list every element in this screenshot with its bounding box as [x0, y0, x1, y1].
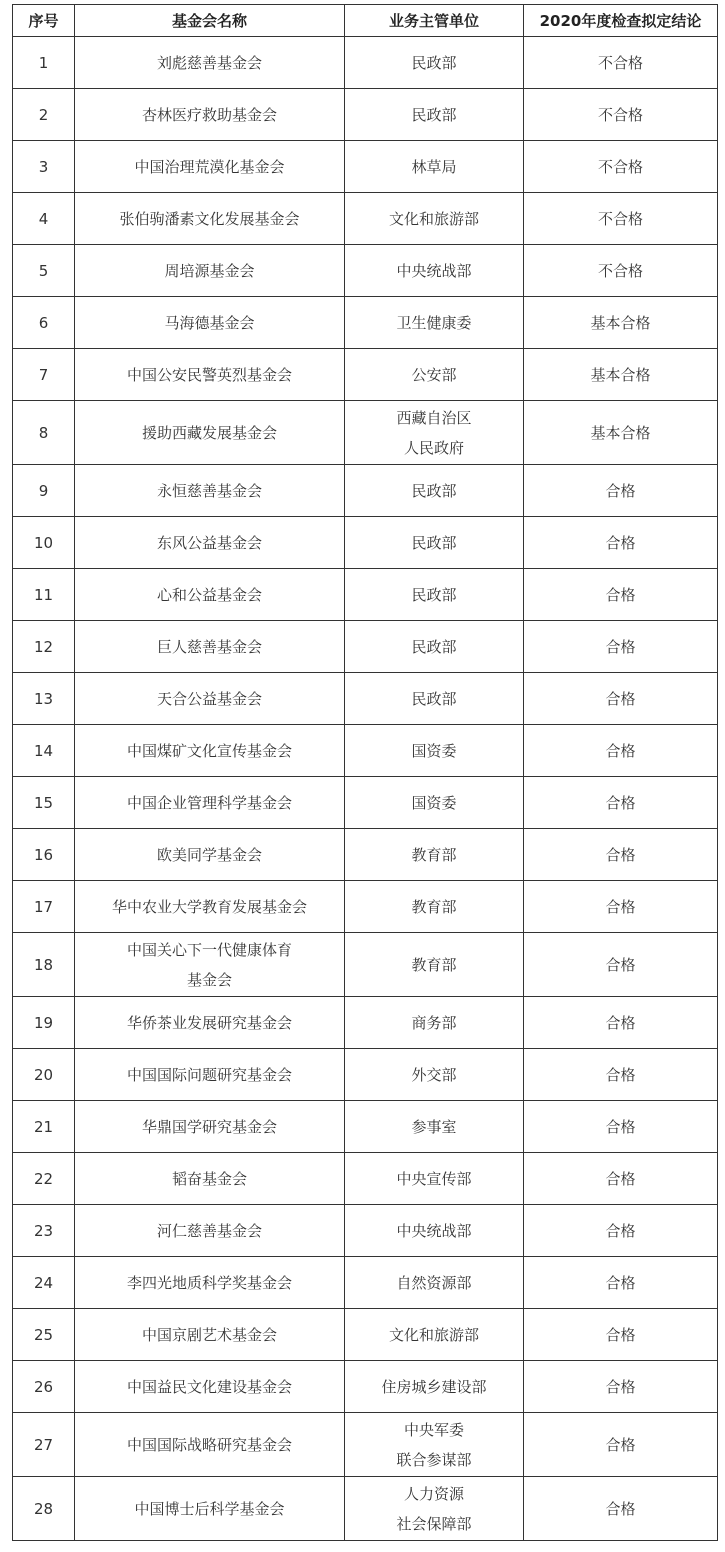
supervising-unit-line: 人民政府	[403, 438, 464, 457]
foundation-name	[75, 1309, 345, 1361]
table-row	[13, 1309, 718, 1361]
inspection-conclusion: 基本合格	[524, 401, 718, 465]
foundation-name-line: 中国治理荒漠化基金会	[134, 157, 285, 176]
foundation-name	[75, 997, 345, 1049]
table-row	[13, 245, 718, 297]
supervising-unit-line: 林草局	[411, 157, 457, 176]
supervising-unit-line: 联合参谋部	[396, 1450, 472, 1469]
foundation-name-line: 中国公安民警英烈基金会	[126, 365, 292, 384]
foundation-name-line: 河仁慈善基金会	[156, 1221, 262, 1240]
foundation-name	[75, 193, 345, 245]
row-index: 13	[13, 673, 75, 725]
supervising-unit-line: 商务部	[411, 1013, 457, 1032]
row-index: 3	[13, 141, 75, 193]
row-index: 2	[13, 89, 75, 141]
supervising-unit	[345, 569, 524, 621]
supervising-unit	[345, 933, 524, 997]
supervising-unit-line: 参事室	[411, 1117, 457, 1136]
supervising-unit-line: 教育部	[411, 955, 457, 974]
foundation-name-line: 中国关心下一代健康体育	[126, 940, 292, 959]
row-index: 16	[13, 829, 75, 881]
inspection-conclusion: 合格	[524, 1413, 718, 1477]
table-row	[13, 881, 718, 933]
inspection-conclusion: 合格	[524, 1153, 718, 1205]
inspection-conclusion: 基本合格	[524, 297, 718, 349]
foundation-name-line: 中国博士后科学基金会	[134, 1499, 285, 1518]
inspection-conclusion: 合格	[524, 465, 718, 517]
inspection-conclusion: 合格	[524, 569, 718, 621]
row-index: 8	[13, 401, 75, 465]
supervising-unit	[345, 297, 524, 349]
supervising-unit	[345, 1205, 524, 1257]
row-index: 14	[13, 725, 75, 777]
foundation-name-line: 中国国际问题研究基金会	[126, 1065, 292, 1084]
row-index: 1	[13, 37, 75, 89]
row-index: 12	[13, 621, 75, 673]
foundation-name-line: 中国煤矿文化宣传基金会	[126, 741, 292, 760]
foundation-name	[75, 569, 345, 621]
inspection-conclusion: 合格	[524, 1205, 718, 1257]
inspection-conclusion: 不合格	[524, 89, 718, 141]
foundation-name-line: 中国京剧艺术基金会	[141, 1325, 277, 1344]
foundation-name	[75, 401, 345, 465]
supervising-unit-line: 文化和旅游部	[388, 209, 479, 228]
row-index: 26	[13, 1361, 75, 1413]
foundation-name	[75, 349, 345, 401]
table-row	[13, 997, 718, 1049]
supervising-unit	[345, 829, 524, 881]
supervising-unit-line: 国资委	[411, 741, 457, 760]
foundation-name	[75, 89, 345, 141]
supervising-unit-line: 社会保障部	[396, 1514, 472, 1533]
supervising-unit-line: 民政部	[411, 689, 457, 708]
foundation-name-line: 韬奋基金会	[171, 1169, 247, 1188]
row-index: 15	[13, 777, 75, 829]
table-row	[13, 37, 718, 89]
table-row	[13, 829, 718, 881]
inspection-conclusion: 合格	[524, 829, 718, 881]
foundation-name-line: 基金会	[186, 970, 232, 989]
table-row	[13, 1257, 718, 1309]
table-row	[13, 1205, 718, 1257]
foundation-name	[75, 297, 345, 349]
supervising-unit	[345, 349, 524, 401]
row-index: 22	[13, 1153, 75, 1205]
supervising-unit-line: 民政部	[411, 105, 457, 124]
supervising-unit	[345, 725, 524, 777]
foundation-name-line: 华鼎国学研究基金会	[141, 1117, 277, 1136]
inspection-conclusion: 合格	[524, 777, 718, 829]
table-row	[13, 1413, 718, 1477]
supervising-unit-line: 住房城乡建设部	[381, 1377, 487, 1396]
supervising-unit-line: 公安部	[411, 365, 457, 384]
inspection-conclusion: 合格	[524, 933, 718, 997]
supervising-unit	[345, 1257, 524, 1309]
table-row	[13, 569, 718, 621]
table-row	[13, 725, 718, 777]
foundation-name	[75, 621, 345, 673]
foundation-name	[75, 881, 345, 933]
inspection-conclusion: 合格	[524, 725, 718, 777]
foundation-name	[75, 933, 345, 997]
supervising-unit-line: 民政部	[411, 585, 457, 604]
foundation-name-line: 援助西藏发展基金会	[141, 423, 277, 442]
supervising-unit	[345, 517, 524, 569]
supervising-unit	[345, 193, 524, 245]
foundation-name	[75, 37, 345, 89]
foundation-name-line: 中国国际战略研究基金会	[126, 1435, 292, 1454]
foundation-name	[75, 465, 345, 517]
foundation-name	[75, 1477, 345, 1541]
inspection-conclusion: 合格	[524, 1477, 718, 1541]
inspection-conclusion: 合格	[524, 1309, 718, 1361]
foundation-name-line: 天合公益基金会	[156, 689, 262, 708]
foundation-name	[75, 141, 345, 193]
foundation-name	[75, 1101, 345, 1153]
inspection-conclusion: 不合格	[524, 141, 718, 193]
table-row	[13, 777, 718, 829]
foundation-name-line: 华侨茶业发展研究基金会	[126, 1013, 292, 1032]
supervising-unit-line: 人力资源	[403, 1484, 464, 1503]
supervising-unit	[345, 621, 524, 673]
supervising-unit	[345, 997, 524, 1049]
supervising-unit-line: 国资委	[411, 793, 457, 812]
foundation-name-line: 杏林医疗救助基金会	[141, 105, 277, 124]
supervising-unit-line: 卫生健康委	[396, 313, 472, 332]
supervising-unit	[345, 1477, 524, 1541]
table-row	[13, 1101, 718, 1153]
row-index: 7	[13, 349, 75, 401]
supervising-unit	[345, 89, 524, 141]
foundation-name	[75, 1049, 345, 1101]
table-row	[13, 673, 718, 725]
foundation-name-line: 李四光地质科学奖基金会	[126, 1273, 292, 1292]
row-index: 4	[13, 193, 75, 245]
inspection-conclusion: 合格	[524, 621, 718, 673]
supervising-unit	[345, 1309, 524, 1361]
table-row	[13, 465, 718, 517]
table-row	[13, 621, 718, 673]
header-row	[13, 5, 718, 37]
row-index: 17	[13, 881, 75, 933]
supervising-unit-line: 中央统战部	[396, 261, 472, 280]
row-index: 6	[13, 297, 75, 349]
foundation-name	[75, 1257, 345, 1309]
inspection-conclusion: 不合格	[524, 37, 718, 89]
header-foundation-name: 基金会名称	[75, 5, 345, 37]
foundation-name	[75, 829, 345, 881]
foundation-name-line: 中国益民文化建设基金会	[126, 1377, 292, 1396]
row-index: 18	[13, 933, 75, 997]
supervising-unit	[345, 37, 524, 89]
inspection-conclusion: 基本合格	[524, 349, 718, 401]
header-index: 序号	[13, 5, 75, 37]
supervising-unit-line: 中央军委	[403, 1420, 464, 1439]
table-row	[13, 401, 718, 465]
row-index: 5	[13, 245, 75, 297]
supervising-unit	[345, 1101, 524, 1153]
supervising-unit-line: 自然资源部	[396, 1273, 472, 1292]
supervising-unit-line: 教育部	[411, 845, 457, 864]
supervising-unit-line: 民政部	[411, 53, 457, 72]
foundation-name-line: 欧美同学基金会	[156, 845, 262, 864]
foundation-name-line: 东风公益基金会	[156, 533, 262, 552]
row-index: 24	[13, 1257, 75, 1309]
foundation-name	[75, 517, 345, 569]
foundation-name	[75, 725, 345, 777]
foundation-name	[75, 1413, 345, 1477]
inspection-conclusion: 合格	[524, 1101, 718, 1153]
row-index: 25	[13, 1309, 75, 1361]
table-row	[13, 1477, 718, 1541]
supervising-unit	[345, 465, 524, 517]
foundation-name-line: 刘彪慈善基金会	[156, 53, 262, 72]
supervising-unit-line: 中央统战部	[396, 1221, 472, 1240]
inspection-conclusion: 合格	[524, 1257, 718, 1309]
foundation-name-line: 张伯驹潘素文化发展基金会	[119, 209, 300, 228]
inspection-conclusion: 合格	[524, 997, 718, 1049]
foundation-name	[75, 1361, 345, 1413]
foundation-name-line: 巨人慈善基金会	[156, 637, 262, 656]
row-index: 11	[13, 569, 75, 621]
row-index: 20	[13, 1049, 75, 1101]
table-row	[13, 297, 718, 349]
foundation-name	[75, 245, 345, 297]
inspection-conclusion: 合格	[524, 673, 718, 725]
foundation-name-line: 中国企业管理科学基金会	[126, 793, 292, 812]
supervising-unit-line: 外交部	[411, 1065, 457, 1084]
row-index: 10	[13, 517, 75, 569]
table-row	[13, 193, 718, 245]
supervising-unit	[345, 881, 524, 933]
supervising-unit	[345, 141, 524, 193]
table-row	[13, 141, 718, 193]
foundation-name	[75, 1153, 345, 1205]
foundation-name-line: 周培源基金会	[164, 261, 255, 280]
supervising-unit	[345, 1413, 524, 1477]
foundation-inspection-table	[12, 4, 718, 1541]
supervising-unit	[345, 673, 524, 725]
inspection-conclusion: 合格	[524, 881, 718, 933]
inspection-conclusion: 不合格	[524, 245, 718, 297]
supervising-unit	[345, 245, 524, 297]
header-supervising-unit: 业务主管单位	[345, 5, 524, 37]
supervising-unit-line: 民政部	[411, 481, 457, 500]
supervising-unit-line: 民政部	[411, 533, 457, 552]
supervising-unit	[345, 1153, 524, 1205]
supervising-unit	[345, 1049, 524, 1101]
inspection-conclusion: 合格	[524, 517, 718, 569]
row-index: 27	[13, 1413, 75, 1477]
supervising-unit	[345, 1361, 524, 1413]
foundation-name-line: 永恒慈善基金会	[156, 481, 262, 500]
row-index: 21	[13, 1101, 75, 1153]
supervising-unit-line: 民政部	[411, 637, 457, 656]
supervising-unit-line: 文化和旅游部	[388, 1325, 479, 1344]
header-conclusion: 2020年度检查拟定结论	[524, 5, 718, 37]
table-row	[13, 1361, 718, 1413]
table-row	[13, 349, 718, 401]
supervising-unit-line: 教育部	[411, 897, 457, 916]
foundation-name	[75, 1205, 345, 1257]
table-row	[13, 1153, 718, 1205]
foundation-name-line: 心和公益基金会	[156, 585, 262, 604]
foundation-name-line: 华中农业大学教育发展基金会	[111, 897, 307, 916]
table-row	[13, 933, 718, 997]
supervising-unit-line: 中央宣传部	[396, 1169, 472, 1188]
inspection-conclusion: 不合格	[524, 193, 718, 245]
supervising-unit	[345, 401, 524, 465]
foundation-name-line: 马海德基金会	[164, 313, 255, 332]
inspection-conclusion: 合格	[524, 1361, 718, 1413]
row-index: 28	[13, 1477, 75, 1541]
table-row	[13, 517, 718, 569]
supervising-unit	[345, 777, 524, 829]
row-index: 23	[13, 1205, 75, 1257]
row-index: 9	[13, 465, 75, 517]
foundation-name	[75, 777, 345, 829]
foundation-name	[75, 673, 345, 725]
row-index: 19	[13, 997, 75, 1049]
inspection-conclusion: 合格	[524, 1049, 718, 1101]
table-row	[13, 1049, 718, 1101]
table-row	[13, 89, 718, 141]
supervising-unit-line: 西藏自治区	[396, 408, 472, 427]
